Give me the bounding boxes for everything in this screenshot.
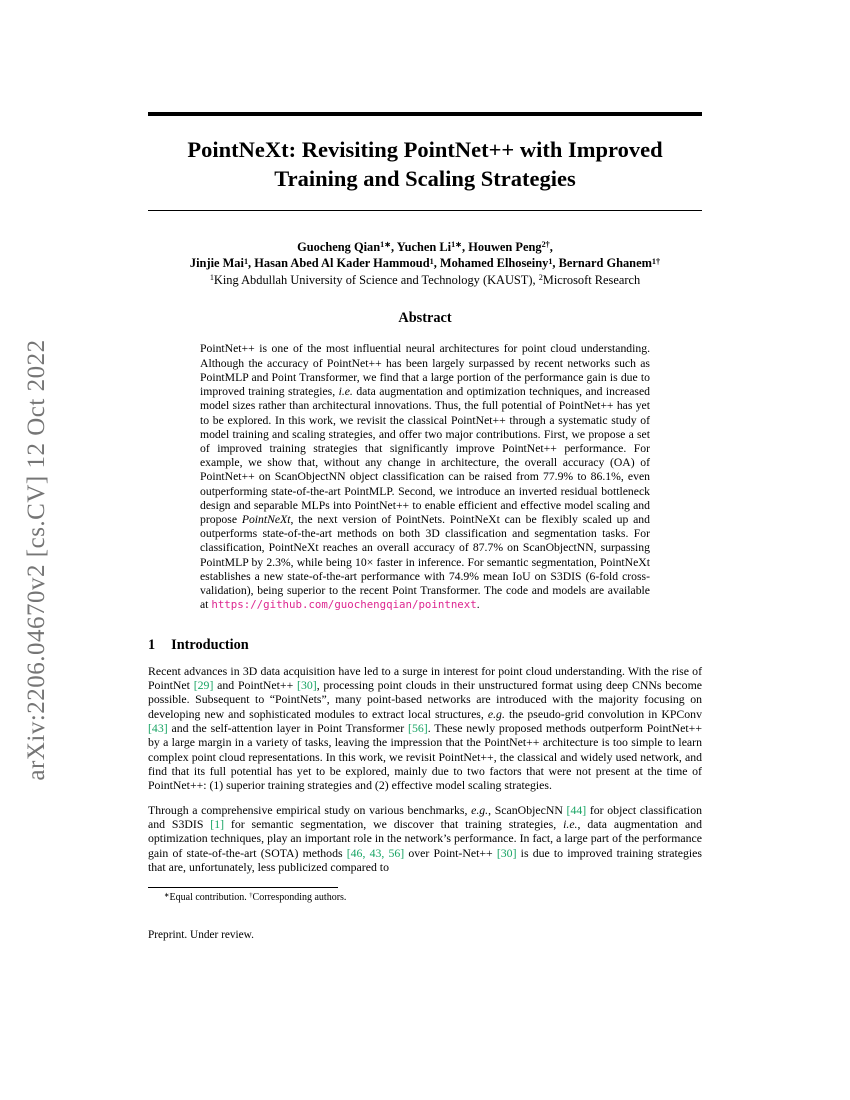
text-run: , data augmentation and optimization techniques, play an important role in the network’s performance. In fact, a large part of the performance gain of state-of-the-art (SOTA) methods	[148, 816, 702, 860]
authors-line-2	[148, 255, 702, 272]
text-run: Microsoft Research	[542, 272, 641, 287]
citation-link[interactable]: [56]	[408, 720, 428, 735]
text-run: PointNeXt	[241, 513, 291, 527]
text-run: ∗	[164, 892, 170, 900]
text-run: for semantic segmentation, we discover that training strategies,	[224, 816, 564, 831]
affiliations	[148, 272, 702, 289]
top-rule	[148, 112, 702, 116]
text-run: 1∗	[451, 239, 463, 249]
footnote	[148, 892, 702, 903]
text-run: Guocheng Qian	[297, 239, 381, 254]
text-run: ,	[248, 256, 255, 271]
text-run: Recent advances in 3D data acquisition have led to a surge in interest for point cloud understanding. With the rise of PointNet	[148, 663, 702, 692]
text-run: .	[476, 598, 480, 612]
text-run: ,	[462, 239, 469, 254]
text-run: data augmentation and optimization techniques, and increased model sizes rather than architectural innovations. Thus, the full potential of PointNet++ has yet to be explored. In this work, we revisit the classical PointNet++ through a systematic study of model training and scaling strategies, and offer two major contributions. First, we propose a set of improved training strategies that significantly improve PointNet++ performance. For example, we show that, without any change in architecture, the overall accuracy (OA) of PointNet++ on ScanObjectNN object classification can be raised from 77.9% to 86.1%, even outperforming state-of-the-art PointMLP. Second, we introduce an inverted residual bottleneck design and separable MLPs into PointNet++ to enable efficient and effective model scaling and propose	[200, 385, 650, 527]
text-run: Jinjie Mai	[189, 256, 244, 271]
text-run: is due to improved training strategies that are, unfortunately, less publicized compared to	[148, 845, 702, 874]
text-run: and PointNet++	[213, 677, 298, 692]
intro-paragraph-1	[148, 664, 702, 793]
text-run: Yuchen Li	[396, 239, 452, 254]
text-run: Through a comprehensive empirical study on various benchmarks,	[148, 802, 472, 817]
text-run: Bernard Ghanem	[558, 256, 652, 271]
text-run: ,	[552, 256, 559, 271]
text-run: . These newly proposed methods outperform PointNet++ by a large margin in a variety of tasks, leaving the impression that the PointNet++ architecture is too simple to learn complex point cloud representations. In this work, we revisit PointNet++, the classical and widely used network, and find that its full potential has yet to be explored, mainly due to two factors that were not present at the time of PointNet++: (1) superior training strategies and (2) effective model scaling strategies.	[148, 720, 702, 793]
text-run: the pseudo-grid convolution in KPConv	[504, 706, 702, 721]
text-run: and the self-attention layer in Point Transformer	[167, 720, 409, 735]
citation-link[interactable]: [46, 43, 56]	[346, 845, 405, 860]
section-title: Introduction	[171, 636, 249, 653]
footnote-rule	[148, 887, 338, 888]
citation-link[interactable]: [30]	[297, 677, 317, 692]
text-run: i.e.	[338, 385, 353, 399]
text-run: ,	[433, 256, 440, 271]
text-run: , the next version of PointNets. PointNeXt can be flexibly scaled up and outperforms state-of-the-art methods on both 3D classification and segmentation tasks. For classification, PointNeXt reaches an overall accuracy of 87.7% on ScanObjectNN, surpassing PointMLP by 2.3%, while being 10× faster in inference. For semantic segmentation, PointNeXt establishes a new state-of-the-art performance with 74.9% mean IoU on S3DIS (6-fold cross-validation), being superior to the recent Point Transformer. The code and models are available at	[200, 513, 650, 612]
text-run: †	[249, 892, 253, 900]
text-run: e.g.	[487, 706, 505, 721]
author-block	[148, 239, 702, 289]
text-run: Mohamed Elhoseiny	[439, 256, 549, 271]
text-run: , ScanObjecNN	[488, 802, 567, 817]
citation-link[interactable]: [29]	[193, 677, 214, 692]
text-run: King Abdullah University of Science and Technology (KAUST),	[213, 272, 539, 287]
citation-link[interactable]: [1]	[210, 816, 225, 831]
text-run: for object classification and S3DIS	[148, 802, 702, 831]
text-run: 1	[429, 256, 434, 266]
section-number: 1	[148, 636, 156, 653]
paper-content	[148, 0, 702, 941]
text-run: , processing point clouds in their unstructured format using deep CNNs become possible. Subsequent to “PointNets”, many point-based networks are introduced with the majority focusing on developing new and sophisticated modules to extract local structures,	[148, 677, 702, 721]
text-run: Hasan Abed Al Kader Hammoud	[254, 256, 430, 271]
text-run: i.e.	[563, 816, 578, 831]
text-run: over Point-Net++	[404, 845, 497, 860]
paper-title	[148, 136, 702, 194]
intro-paragraph-2	[148, 803, 702, 875]
citation-link[interactable]: [44]	[566, 802, 587, 817]
text-run: 1	[209, 273, 214, 283]
abstract-heading: Abstract	[398, 310, 452, 327]
arxiv-stamp: arXiv:2206.04670v2 [cs.CV] 12 Oct 2022	[23, 339, 50, 781]
text-run: Equal contribution.	[169, 892, 250, 904]
preprint-note: Preprint. Under review.	[148, 929, 254, 942]
text-run: 1†	[651, 256, 661, 266]
title-line-2: Training and Scaling Strategies	[274, 165, 576, 191]
text-run: e.g.	[471, 802, 489, 817]
text-run: 1∗	[380, 239, 392, 249]
citation-link[interactable]: [43]	[148, 720, 168, 735]
title-rule	[148, 210, 702, 211]
text-run: ,	[391, 239, 397, 254]
citation-link[interactable]: [30]	[496, 845, 517, 860]
text-run: Houwen Peng	[468, 239, 542, 254]
text-run: ,	[549, 239, 553, 254]
text-run: 1	[548, 256, 553, 266]
text-run: 2†	[541, 239, 550, 249]
authors-line-1	[148, 239, 702, 256]
section-heading-introduction	[148, 637, 702, 654]
abstract-text	[200, 342, 650, 612]
text-run: Corresponding authors.	[252, 892, 347, 904]
code-url-link[interactable]: https://github.com/guochengqian/pointnext	[211, 598, 477, 612]
text-run: 2	[538, 273, 543, 283]
title-line-1: PointNeXt: Revisiting PointNet++ with Improved	[187, 137, 663, 162]
text-run: PointNet++ is one of the most influential neural architectures for point cloud understanding. Although the accuracy of PointNet++ has been largely surpassed by recent networks such as PointMLP and Point Transformer, we find that a large portion of the performance gain is due to improved training strategies,	[200, 342, 650, 399]
text-run: 1	[243, 256, 249, 266]
